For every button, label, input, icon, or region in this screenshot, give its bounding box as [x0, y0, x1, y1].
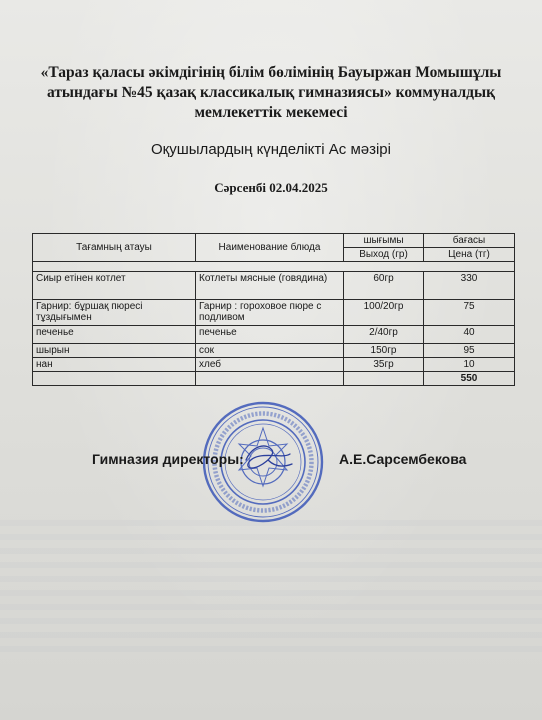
- header-name-ru: Наименование блюда: [196, 234, 344, 262]
- header-price-kz: бағасы: [424, 234, 515, 248]
- dish-name-ru: Котлеты мясные (говядина): [196, 272, 344, 300]
- title-line-2: атындағы №45 қазақ классикалық гимназиясы» коммуналдық: [46, 84, 496, 101]
- title-line-3: мемлекеттік мекемесі: [194, 104, 348, 121]
- dish-name-ru: хлеб: [196, 358, 344, 372]
- table-total-row: [33, 372, 515, 386]
- table-row: [33, 272, 515, 300]
- dish-price: 95: [424, 344, 515, 358]
- dish-yield: 150гр: [344, 344, 424, 358]
- dish-name-kz: нан: [33, 358, 196, 372]
- header-yield-kz: шығымы: [344, 234, 424, 248]
- institution-title: [40, 63, 502, 123]
- dish-yield: 35гр: [344, 358, 424, 372]
- dish-price: 330: [424, 272, 515, 300]
- dish-name-ru: печенье: [196, 326, 344, 344]
- dish-name-ru: Гарнир : гороховое пюре с подливом: [196, 300, 344, 326]
- dish-yield: 2/40гр: [344, 326, 424, 344]
- total-empty-cell: [196, 372, 344, 386]
- director-name: А.Е.Сарсембекова: [339, 451, 467, 467]
- reverse-side-bleed: [0, 520, 542, 660]
- dish-name-kz: печенье: [33, 326, 196, 344]
- dish-yield: 60гр: [344, 272, 424, 300]
- total-empty-cell: [344, 372, 424, 386]
- dish-price: 75: [424, 300, 515, 326]
- menu-date: Сәрсенбі 02.04.2025: [214, 180, 328, 195]
- menu-table: [32, 233, 515, 386]
- table-row: [33, 344, 515, 358]
- dish-yield: 100/20гр: [344, 300, 424, 326]
- dish-name-kz: Сиыр етінен котлет: [33, 272, 196, 300]
- spacer-cell: [33, 262, 515, 272]
- director-label: Гимназия директоры:: [92, 451, 244, 467]
- header-name-kz: Тағамның атауы: [33, 234, 196, 262]
- header-price-ru: Цена (тг): [424, 248, 515, 262]
- dish-name-kz: шырын: [33, 344, 196, 358]
- dish-price: 40: [424, 326, 515, 344]
- dish-name-ru: сок: [196, 344, 344, 358]
- dish-name-kz: Гарнир: бұршақ пюресі тұздығымен: [33, 300, 196, 326]
- header-yield-ru: Выход (гр): [344, 248, 424, 262]
- director-signature: [238, 438, 298, 480]
- table-row: [33, 300, 515, 326]
- total-price: 550: [424, 372, 515, 386]
- title-line-1: «Тараз қаласы әкімдігінің білім бөлімінің Бауыржан Момышұлы: [40, 64, 502, 81]
- dish-price: 10: [424, 358, 515, 372]
- table-spacer-row: [33, 262, 515, 272]
- menu-subtitle: Оқушылардың күнделікті Ас мәзірі: [151, 141, 391, 158]
- total-empty-cell: [33, 372, 196, 386]
- table-row: [33, 326, 515, 344]
- table-header-row: [33, 234, 515, 248]
- table-row: [33, 358, 515, 372]
